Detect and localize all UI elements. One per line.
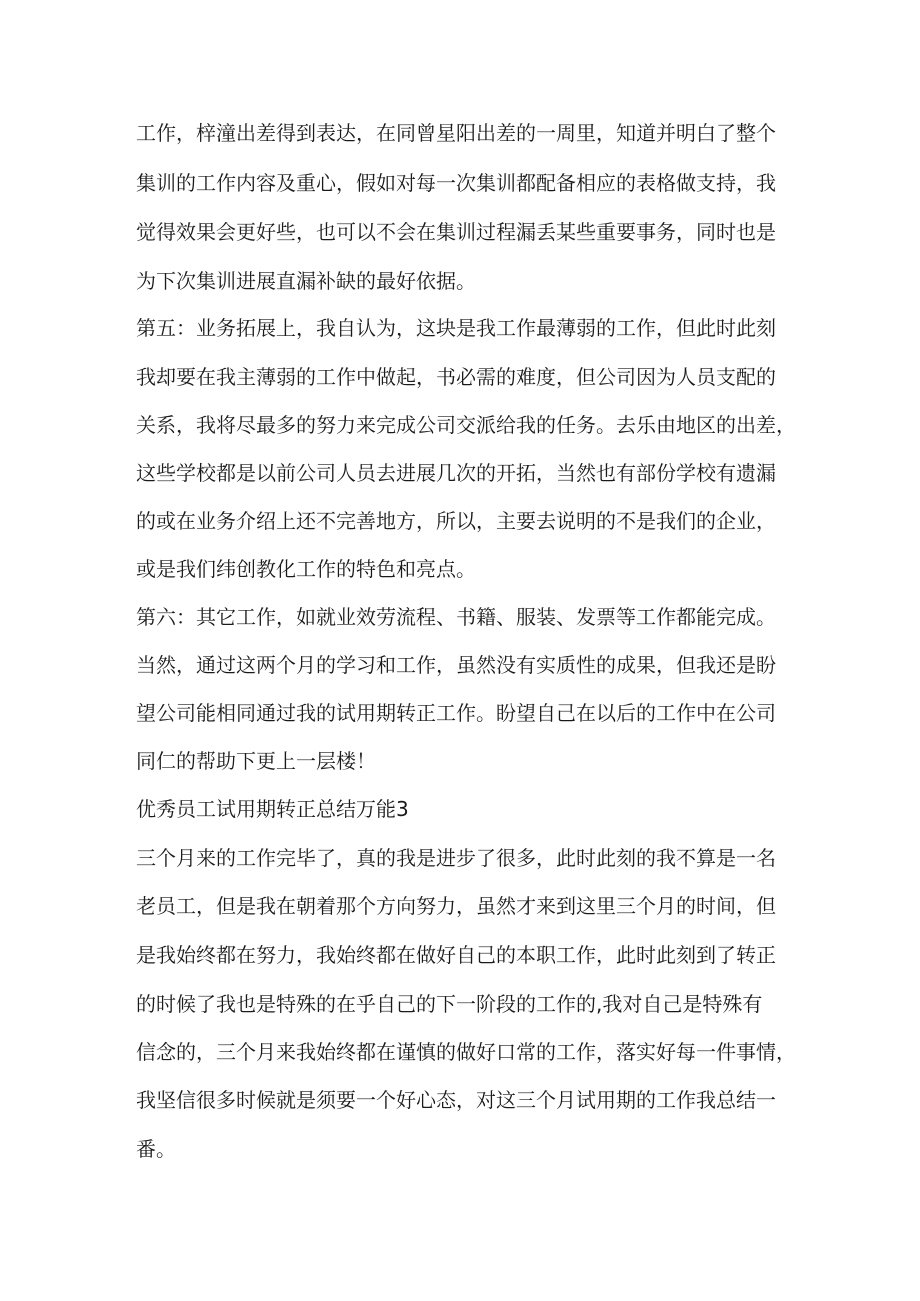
paragraph-line: 或是我们纬创教化工作的特色和亮点。: [136, 557, 476, 581]
paragraph-line: 为下次集训进展直漏补缺的最好依据。: [136, 269, 476, 293]
paragraph-line: 信念的，三个月来我始终都在谨慎的做好口常的工作，落实好每一件事情，: [136, 1040, 796, 1064]
paragraph-line: 集训的工作内容及重心，假如对每一次集训都配备相应的表格做支持，我: [136, 171, 776, 195]
paragraph-line: 当然，通过这两个月的学习和工作，虽然没有实质性的成果，但我还是盼: [136, 653, 776, 677]
paragraph-line: 觉得效果会更好些，也可以不会在集训过程漏丢某些重要事务，同时也是: [136, 220, 776, 244]
paragraph-line: 望公司能相同通过我的试用期转正工作。盼望自己在以后的工作中在公司: [136, 701, 776, 725]
paragraph-line: 这些学校都是以前公司人员去进展几次的开拓，当然也有部份学校有遗漏: [136, 461, 776, 485]
paragraph-line: 关系，我将尽最多的努力来完成公司交派给我的任务。去乐由地区的出差，: [136, 413, 796, 437]
paragraph-line: 是我始终都在努力，我始终都在做好自己的本职工作，此时此刻到了转正: [136, 943, 776, 967]
paragraph-line: 我却要在我主薄弱的工作中做起，书必需的难度，但公司因为人员支配的: [136, 365, 776, 389]
section-heading: 优秀员工试用期转正总结万能3: [136, 797, 409, 821]
paragraph-line: 三个月来的工作完毕了，真的我是进步了很多，此时此刻的我不算是一名: [136, 846, 776, 870]
paragraph-line: 番。: [136, 1137, 176, 1161]
paragraph-line: 老员工，但是我在朝着那个方向努力，虽然才来到这里三个月的时间，但: [136, 894, 776, 918]
paragraph-line: 同仁的帮助下更上一层楼！: [136, 749, 376, 773]
paragraph-line: 的或在业务介绍上还不完善地方，所以，主要去说明的不是我们的企业，: [136, 509, 776, 533]
paragraph-line: 的时候了我也是特殊的在乎自己的下一阶段的工作的,我对自己是特殊有: [136, 992, 763, 1016]
paragraph-line: 我坚信很多时候就是须要一个好心态，对这三个月试用期的工作我总结一: [136, 1088, 776, 1112]
paragraph-line: 第五：业务拓展上，我自认为，这块是我工作最薄弱的工作，但此时此刻: [136, 316, 776, 340]
paragraph-line: 工作，梓潼出差得到表达，在同曾星阳出差的一周里，知道并明白了整个: [136, 121, 776, 145]
paragraph-line: 第六：其它工作，如就业效劳流程、书籍、服装、发票等工作都能完成。: [136, 605, 776, 629]
